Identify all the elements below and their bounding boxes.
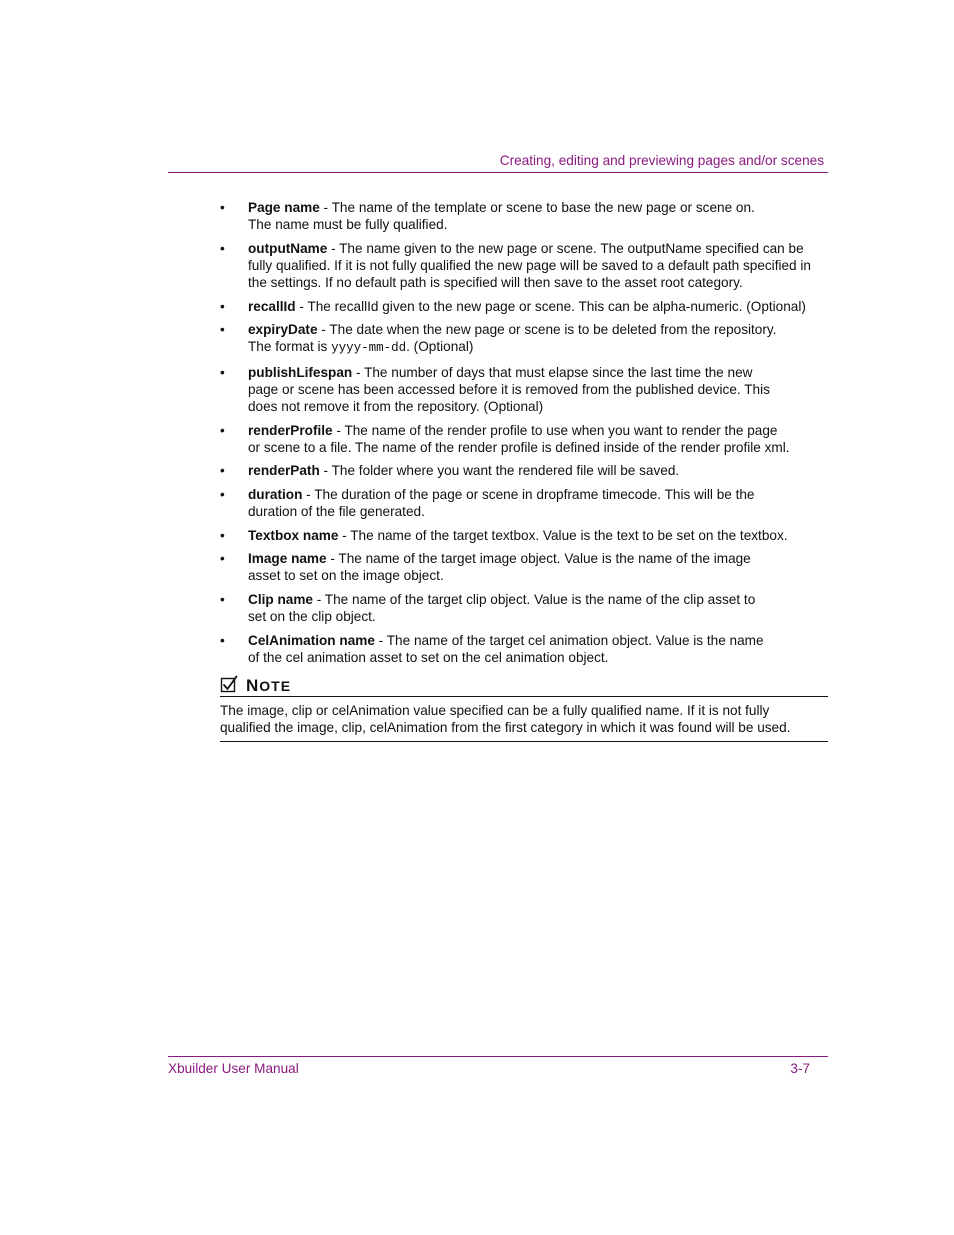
item-description-line2: of the cel animation asset to set on the cel animation object. [248, 649, 609, 665]
item-term: CelAnimation name [248, 632, 375, 648]
item-description-line2: asset to set on the image object. [248, 568, 444, 584]
item-description: - The name of the target clip object. Value is the name of the clip asset to [312, 591, 756, 607]
item-term: Textbox name [248, 527, 339, 543]
bullet-icon: • [220, 551, 225, 567]
item-description: - The name of the target image object. Value is the name of the image [326, 551, 751, 567]
running-header [168, 153, 828, 173]
item-term: Clip name [248, 591, 313, 607]
list-item [220, 422, 830, 456]
item-description: - The name of the template or scene to base the new page or scene on. [319, 200, 755, 215]
item-description-line3: the settings. If no default path is specified will then save to the asset root category. [248, 275, 743, 291]
item-description: - The name of the target cel animation object. Value is the name [374, 632, 764, 648]
item-description: - The recallId given to the new page or scene. This can be alpha-numeric. (Optional) [295, 298, 806, 314]
bullet-icon: • [220, 364, 225, 380]
note-line: The image, clip or celAnimation value specified can be a fully qualified name. If it is not fully [220, 703, 770, 718]
item-description: - The duration of the page or scene in dropframe timecode. This will be the [302, 486, 755, 502]
page-footer [168, 1056, 828, 1081]
bullet-icon: • [220, 322, 225, 338]
bullet-icon: • [220, 486, 225, 502]
bullet-icon: • [220, 591, 225, 607]
item-description: - The folder where you want the rendered file will be saved. [319, 463, 680, 479]
list-item [220, 240, 830, 292]
list-item [220, 550, 830, 584]
list-item [220, 199, 830, 233]
bullet-icon: • [220, 422, 225, 438]
item-description-line3: does not remove it from the repository. (Optional) [248, 399, 544, 415]
item-description-line2: page or scene has been accessed before it is removed from the published device. This [248, 382, 770, 398]
item-term: expiryDate [248, 322, 318, 338]
item-description: - The name given to the new page or scene. The outputName specified can be [327, 240, 804, 256]
item-description-line2: duration of the file generated. [248, 504, 425, 520]
list-item [220, 591, 830, 625]
bullet-icon: • [220, 527, 225, 543]
note-text [220, 697, 828, 742]
list-item [220, 321, 830, 357]
note-line: qualified the image, clip, celAnimation from the first category in which it was found will be used. [220, 720, 791, 736]
item-term: duration [248, 486, 303, 502]
item-description-line2: The name must be fully qualified. [248, 217, 448, 233]
item-description-optional: . (Optional) [406, 339, 474, 355]
parameter-list [220, 199, 830, 672]
item-description: - The number of days that must elapse since the last time the new [352, 364, 753, 380]
date-format-code: yyyy-mm-dd [331, 341, 407, 356]
bullet-icon: • [220, 463, 225, 479]
item-term: recallId [248, 298, 296, 314]
item-description-line2: fully qualified. If it is not fully qualified the new page will be saved to a default path specified in [248, 257, 811, 273]
item-description-line2: set on the clip object. [248, 609, 376, 625]
list-item [220, 462, 830, 479]
item-term: publishLifespan [248, 364, 353, 380]
bullet-icon: • [220, 240, 225, 256]
note-box [220, 674, 828, 742]
item-description-line2: or scene to a file. The name of the render profile is defined inside of the render profile xml. [248, 439, 790, 455]
item-description-line2: The format is [248, 339, 332, 355]
page-number: 3-7 [790, 1061, 810, 1076]
item-term: outputName [248, 240, 328, 256]
note-header [220, 674, 828, 697]
item-term: renderPath [248, 463, 320, 479]
bullet-icon: • [220, 298, 225, 314]
item-term: Page name [248, 200, 320, 215]
item-term: renderProfile [248, 422, 333, 438]
list-item [220, 364, 830, 416]
note-label: NOTE [246, 676, 292, 695]
list-item [220, 632, 830, 666]
manual-title: Xbuilder User Manual [168, 1061, 299, 1076]
bullet-icon: • [220, 632, 225, 648]
item-term: Image name [248, 551, 327, 567]
list-item [220, 486, 830, 520]
item-description: - The name of the render profile to use when you want to render the page [332, 422, 778, 438]
list-item [220, 527, 830, 544]
checkbox-checked-icon [220, 675, 238, 693]
item-description: - The date when the new page or scene is to be deleted from the repository. [317, 322, 777, 338]
item-description: - The name of the target textbox. Value is the text to be set on the textbox. [338, 527, 788, 543]
list-item [220, 298, 830, 315]
bullet-icon: • [220, 200, 225, 215]
header-title: Creating, editing and previewing pages and/or scenes [499, 153, 824, 168]
